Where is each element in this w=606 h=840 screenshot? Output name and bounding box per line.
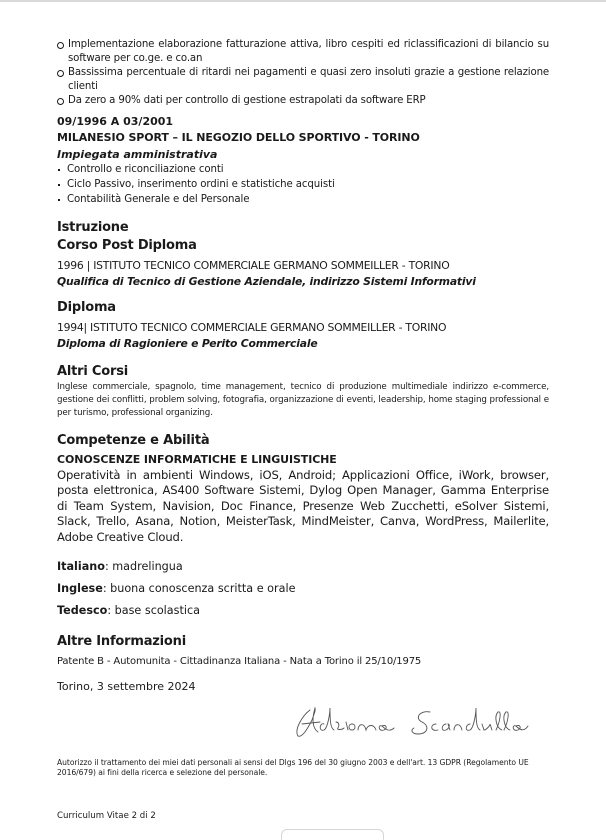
cv-page — [57, 38, 549, 694]
other-info-text: Patente B - Automunita - Cittadinanza Italiana - Nata a Torino il 25/10/1975 — [57, 656, 422, 668]
language-italiano: Italiano: madrelingua — [57, 560, 183, 574]
circle-bullet-icon — [57, 70, 64, 77]
list-item: Contabilità Generale e del Personale — [57, 192, 549, 207]
dot-bullet-icon — [58, 199, 60, 201]
job-tasks-list — [57, 162, 549, 207]
diploma-title: Diploma — [57, 300, 116, 315]
achievements-list — [57, 38, 549, 108]
education-heading: Istruzione — [57, 220, 129, 235]
language-tedesco: Tedesco: base scolastica — [57, 604, 200, 618]
language-inglese: Inglese: buona conoscenza scritta e orale — [57, 582, 296, 596]
circle-bullet-icon — [57, 98, 64, 105]
skills-heading: Competenze e Abilità — [57, 433, 210, 448]
handwritten-signature — [290, 702, 530, 740]
page-footer: Curriculum Vitae 2 di 2 — [57, 811, 156, 821]
privacy-consent: Autorizzo il trattamento dei miei dati personali ai sensi del Dlgs 196 del 30 giugno 2003 e dell'art. 13 GDPR (Regolamento UE 2016/679) ai fini della ricerca e selezione del personale. — [57, 758, 529, 777]
list-item: Controllo e riconciliazione conti — [57, 162, 549, 177]
list-item: Da zero a 90% dati per controllo di gestione estrapolati da software ERP — [57, 94, 549, 108]
post-diploma-qualification: Qualifica di Tecnico di Gestione Aziendale, indirizzo Sistemi Informativi — [57, 275, 476, 288]
dot-bullet-icon — [58, 169, 60, 171]
job-role: Impiegata amministrativa — [57, 148, 218, 161]
list-item: Bassissima percentuale di ritardi nei pagamenti e quasi zero insoluti grazie a gestione relazione clienti — [57, 66, 549, 94]
post-diploma-institute: 1996 | ISTITUTO TECNICO COMMERCIALE GERMANO SOMMEILLER - TORINO — [57, 259, 450, 272]
place-date: Torino, 3 settembre 2024 — [57, 680, 196, 694]
skills-subheading: CONOSCENZE INFORMATICHE E LINGUISTICHE — [57, 453, 337, 466]
list-item: Ciclo Passivo, inserimento ordini e statistiche acquisti — [57, 177, 549, 192]
other-courses-text: Inglese commerciale, spagnolo, time management, tecnico di produzione multimediale indirizzo e-commerce, gestione dei conflitti, problem solving, fotografia, organizzazione di eventi, leadership, home staging professional e per turismo, professional organizing. — [57, 382, 549, 418]
dot-bullet-icon — [58, 184, 60, 186]
post-diploma-title: Corso Post Diploma — [57, 238, 197, 253]
job-dates: 09/1996 A 03/2001 — [57, 115, 174, 128]
other-info-heading: Altre Informazioni — [57, 634, 186, 650]
viewer-top-border — [0, 0, 606, 2]
other-courses-heading: Altri Corsi — [57, 364, 129, 379]
job-company: MILANESIO SPORT – IL NEGOZIO DELLO SPORTIVO - TORINO — [57, 131, 420, 144]
circle-bullet-icon — [57, 42, 64, 49]
list-item: Implementazione elaborazione fatturazione attiva, libro cespiti ed riclassificazioni di bilancio su software per co.ge. e co.an — [57, 38, 549, 66]
diploma-institute: 1994| ISTITUTO TECNICO COMMERCIALE GERMANO SOMMEILLER - TORINO — [57, 321, 447, 334]
page-navigation-tab[interactable] — [281, 829, 384, 840]
skills-text: Operatività in ambienti Windows, iOS, Android; Applicazioni Office, iWork, browser, posta elettronica, AS400 Software Sistemi, Dylog Open Manager, Gamma Enterprise di Team System, Navision, Doc Finance, Presenze Web Zucchetti, eSolver Sistemi, Slack, Trello, Asana, Notion, MeisterTask, MindMeister, Canva, WordPress, Mailerlite, Adobe Creative Cloud. — [57, 468, 549, 544]
diploma-qualification: Diploma di Ragioniere e Perito Commerciale — [57, 337, 318, 350]
